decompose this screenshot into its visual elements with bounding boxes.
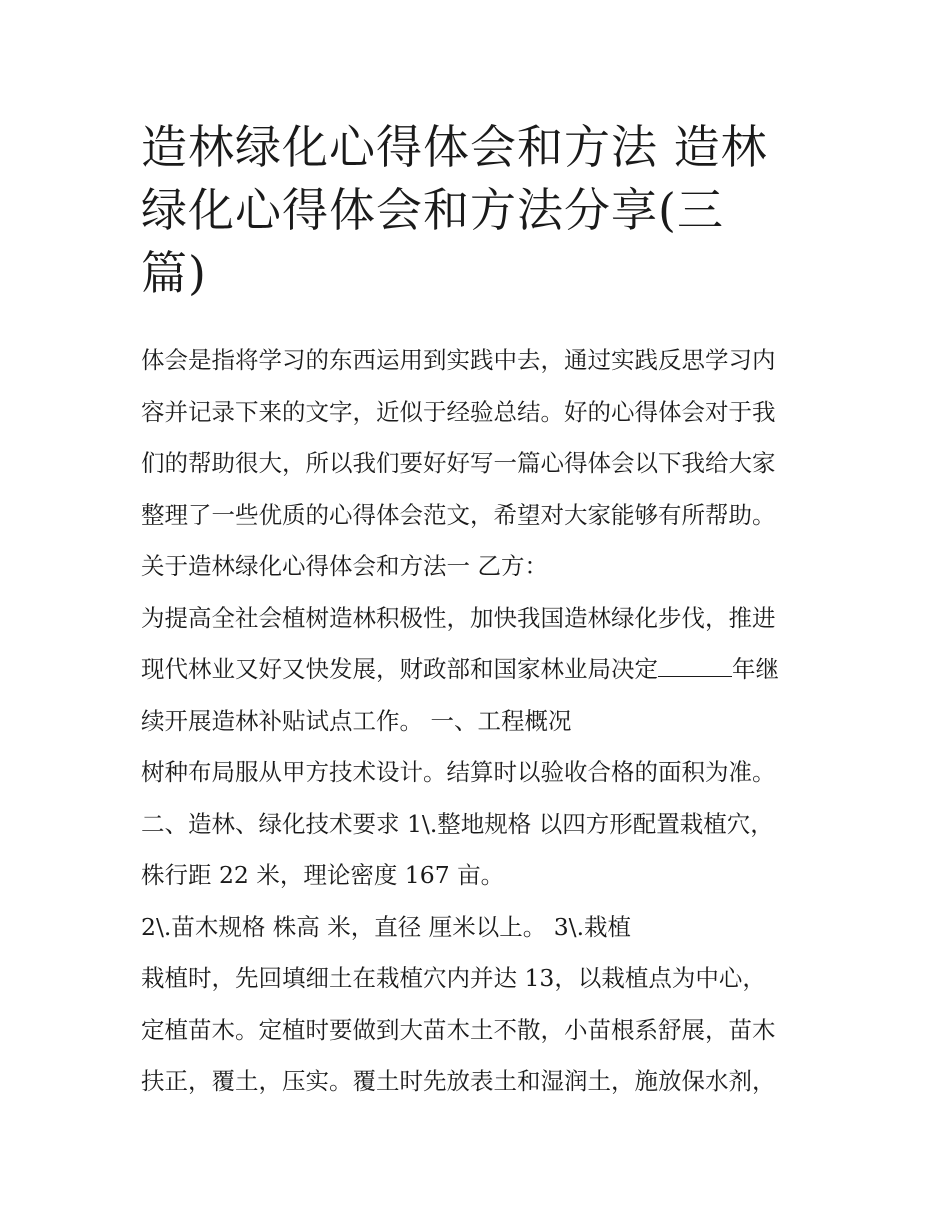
document-page: [141, 116, 821, 1108]
body-line: 二、造林、绿化技术要求 1\.整地规格 以四方形配置栽植穴，: [141, 809, 774, 838]
body-line: 容并记录下来的文字，近似于经验总结。好的心得体会对于我: [141, 397, 776, 426]
body-line: 株行距 22 米，理论密度 167 亩。: [141, 861, 505, 889]
body-line: 2\.苗木规格 株高 米，直径 厘米以上。 3\.栽植: [141, 912, 632, 941]
document-body: [141, 335, 821, 1108]
blank-line-before: 现代林业又好又快发展，财政部和国家林业局决定: [141, 655, 658, 683]
body-line: 定植苗木。定植时要做到大苗木土不散，小苗根系舒展，苗木: [141, 1015, 776, 1044]
body-line: 续开展造林补贴试点工作。 一、工程概况: [141, 706, 572, 735]
body-line-with-blank: [141, 644, 821, 696]
section-heading: 关于造林绿化心得体会和方法一 乙方：: [141, 552, 548, 580]
body-line: 栽植时，先回填细土在栽植穴内并达 13，以栽植点为中心，: [141, 964, 766, 992]
body-line: 树种布局服从甲方技术设计。结算时以验收合格的面积为准。: [141, 758, 776, 786]
body-line: 为提高全社会植树造林积极性，加快我国造林绿化步伐，推进: [141, 603, 776, 632]
body-line: 们的帮助很大，所以我们要好好写一篇心得体会以下我给大家: [141, 449, 776, 477]
fill-in-blank: [658, 656, 732, 677]
body-line: 整理了一些优质的心得体会范文，希望对大家能够有所帮助。: [141, 500, 776, 529]
title-line: 篇): [141, 246, 207, 300]
document-title: [141, 116, 821, 305]
title-line: 造林绿化心得体会和方法 造林: [141, 120, 768, 174]
body-line: 扶正，覆土，压实。覆土时先放表土和湿润土，施放保水剂，: [141, 1067, 776, 1095]
body-line: 体会是指将学习的东西运用到实践中去，通过实践反思学习内: [141, 346, 776, 374]
title-line: 绿化心得体会和方法分享(三: [141, 183, 724, 237]
blank-line-after: 年继: [732, 655, 779, 683]
